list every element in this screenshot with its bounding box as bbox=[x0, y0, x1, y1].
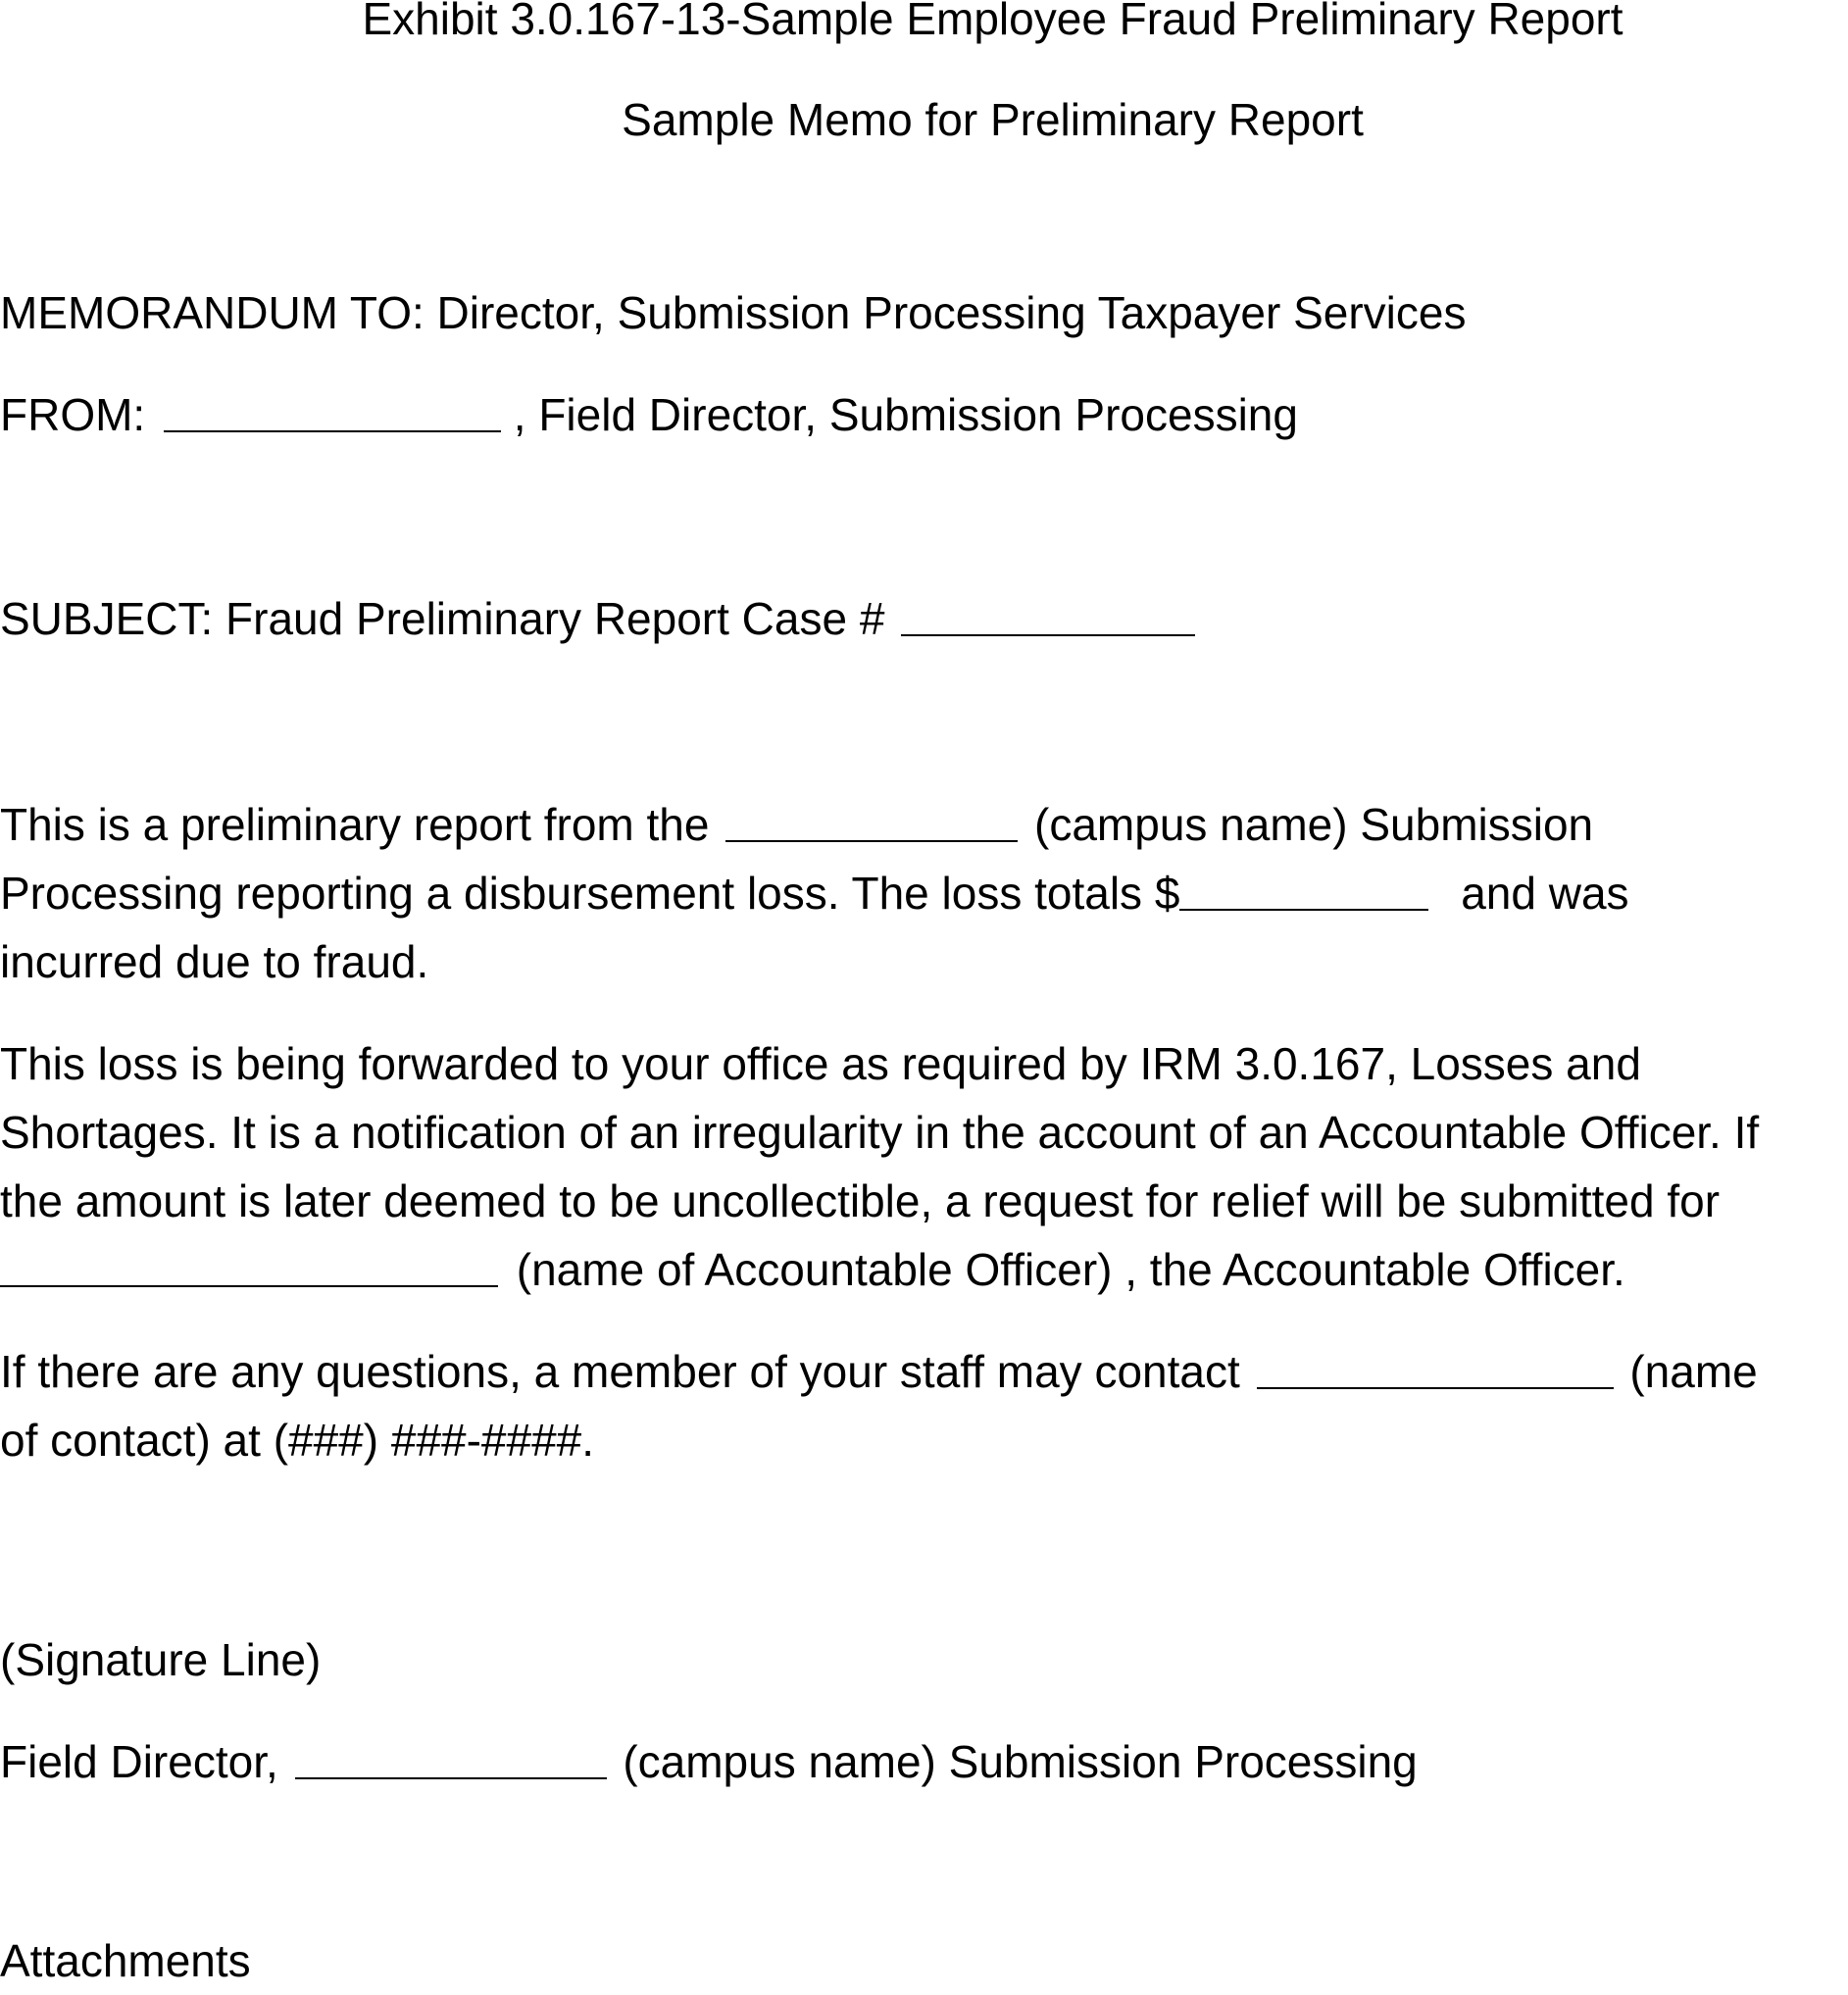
p2-text-d: (name of Accountable Officer) , the Accountable Officer. bbox=[516, 1244, 1625, 1295]
paragraph-1-line-3: incurred due to fraud. bbox=[0, 936, 429, 987]
paragraph-2-line-2: Shortages. It is a notification of an irregularity in the account of an Accountable Officer. If bbox=[0, 1107, 1760, 1158]
p1-text-b: (campus name) Submission bbox=[1034, 799, 1594, 850]
paragraph-2-line-3: the amount is later deemed to be uncollectible, a request for relief will be submitted for bbox=[0, 1175, 1721, 1226]
paragraph-1-line-1 bbox=[0, 790, 1593, 859]
memo-to-line: MEMORANDUM TO: Director, Submission Processing Taxpayer Services bbox=[0, 287, 1467, 338]
campus-name-blank bbox=[725, 839, 1018, 842]
p3-text-a: If there are any questions, a member of your staff may contact bbox=[0, 1346, 1240, 1397]
paragraph-3-line-2: of contact) at (###) ###-####. bbox=[0, 1415, 595, 1466]
p1-text-d: and was bbox=[1461, 868, 1629, 919]
paragraph-2-line-4 bbox=[0, 1235, 1625, 1304]
memo-subject-line bbox=[0, 584, 1195, 653]
p3-text-b: (name bbox=[1629, 1346, 1758, 1397]
field-director-prefix: Field Director, bbox=[0, 1736, 278, 1787]
from-name-blank bbox=[164, 429, 501, 432]
exhibit-title: Exhibit 3.0.167-13-Sample Employee Fraud Preliminary Report bbox=[362, 0, 1623, 44]
attachments-label: Attachments bbox=[0, 1935, 251, 1986]
field-director-line bbox=[0, 1727, 1418, 1796]
memo-from-line bbox=[0, 380, 1298, 449]
from-suffix: , Field Director, Submission Processing bbox=[513, 389, 1298, 440]
field-director-suffix: (campus name) Submission Processing bbox=[623, 1736, 1418, 1787]
signature-line: (Signature Line) bbox=[0, 1634, 322, 1685]
subject-label: SUBJECT: Fraud Preliminary Report Case # bbox=[0, 593, 885, 644]
paragraph-1-line-2 bbox=[0, 859, 1629, 927]
memo-subtitle: Sample Memo for Preliminary Report bbox=[622, 94, 1364, 145]
p1-text-a: This is a preliminary report from the bbox=[0, 799, 710, 850]
p1-text-c: Processing reporting a disbursement loss. The loss totals $ bbox=[0, 868, 1180, 919]
signature-campus-blank bbox=[295, 1776, 607, 1779]
from-label: FROM: bbox=[0, 389, 146, 440]
paragraph-3-line-1 bbox=[0, 1337, 1758, 1406]
accountable-officer-blank bbox=[0, 1284, 498, 1287]
loss-amount-blank bbox=[1179, 908, 1428, 911]
paragraph-2-line-1: This loss is being forwarded to your office as required by IRM 3.0.167, Losses and bbox=[0, 1038, 1641, 1089]
contact-name-blank bbox=[1257, 1386, 1614, 1389]
case-number-blank bbox=[901, 633, 1195, 636]
